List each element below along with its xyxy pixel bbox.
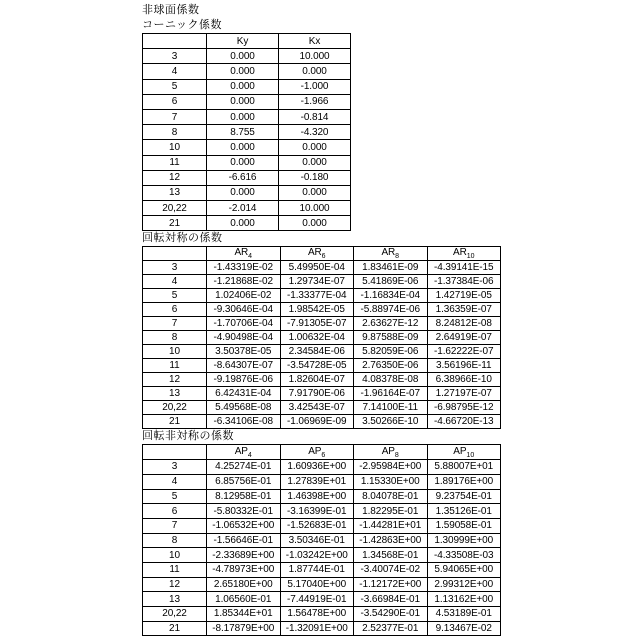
table-row — [143, 331, 501, 345]
row-label-cell: 10 — [143, 548, 207, 563]
row-label-cell: 4 — [143, 64, 207, 79]
value-cell: 1.98542E-05 — [280, 303, 354, 317]
value-cell: 0.000 — [207, 64, 279, 79]
column-header-subscript: 8 — [395, 253, 400, 261]
value-cell: 2.52377E-01 — [354, 621, 428, 636]
value-cell: -1.06532E+00 — [207, 518, 281, 533]
value-cell: 8.04078E-01 — [354, 489, 428, 504]
table-row — [143, 415, 501, 429]
row-label-cell: 3 — [143, 460, 207, 475]
column-header-cell — [280, 247, 354, 261]
column-header-subscript: 4 — [247, 451, 252, 459]
value-cell: 1.13162E+00 — [427, 592, 501, 607]
value-cell: 3.50378E-05 — [207, 345, 281, 359]
column-header-cell — [279, 34, 351, 49]
row-label-cell: 6 — [143, 94, 207, 109]
column-header-label: AR — [381, 247, 396, 259]
column-header-subscript: 10 — [466, 451, 475, 459]
column-header-cell — [427, 247, 501, 261]
column-header-subscript: 6 — [321, 451, 326, 459]
value-cell: -0.814 — [279, 109, 351, 124]
column-header-cell — [143, 34, 207, 49]
row-label-cell: 21 — [143, 621, 207, 636]
value-cell: 1.06560E-01 — [207, 592, 281, 607]
value-cell: -7.44919E-01 — [280, 592, 354, 607]
table-row — [143, 460, 501, 475]
table-row — [143, 577, 501, 592]
value-cell: 2.65180E+00 — [207, 577, 281, 592]
value-cell: -3.40074E-02 — [354, 562, 428, 577]
column-header-label: AP — [453, 445, 467, 457]
value-cell: -1.03242E+00 — [280, 548, 354, 563]
column-header-label: AP — [234, 445, 248, 457]
value-cell: 0.000 — [279, 185, 351, 200]
value-cell: 0.000 — [279, 216, 351, 231]
value-cell: 9.13467E-02 — [427, 621, 501, 636]
value-cell: -1.96164E-07 — [354, 387, 428, 401]
value-cell: -0.180 — [279, 170, 351, 185]
row-label-cell: 21 — [143, 216, 207, 231]
value-cell: 1.34568E-01 — [354, 548, 428, 563]
header-row — [143, 34, 351, 49]
value-cell: 1.56478E+00 — [280, 607, 354, 622]
column-header-cell — [207, 247, 281, 261]
row-label-cell: 7 — [143, 109, 207, 124]
value-cell: -5.88974E-06 — [354, 303, 428, 317]
value-cell: 1.27197E-07 — [427, 387, 501, 401]
table-row — [143, 387, 501, 401]
row-label-cell: 13 — [143, 387, 207, 401]
value-cell: -9.30646E-04 — [207, 303, 281, 317]
table-row — [143, 474, 501, 489]
conic-coefficients-table — [142, 33, 351, 231]
value-cell: 1.60936E+00 — [280, 460, 354, 475]
row-label-cell: 4 — [143, 275, 207, 289]
table-row — [143, 216, 351, 231]
row-label-cell: 11 — [143, 562, 207, 577]
value-cell: 7.91790E-06 — [280, 387, 354, 401]
value-cell: 5.82059E-06 — [354, 345, 428, 359]
value-cell: 4.53189E-01 — [427, 607, 501, 622]
row-label-cell: 3 — [143, 261, 207, 275]
column-header-cell — [280, 445, 354, 460]
column-header-subscript: 8 — [394, 451, 399, 459]
value-cell: 10.000 — [279, 49, 351, 64]
value-cell: -1.16834E-04 — [354, 289, 428, 303]
table-row — [143, 373, 501, 387]
row-label-cell: 12 — [143, 373, 207, 387]
value-cell: 0.000 — [207, 185, 279, 200]
table-row — [143, 518, 501, 533]
value-cell: 1.29734E-07 — [280, 275, 354, 289]
column-header-cell — [427, 445, 501, 460]
value-cell: 1.46398E+00 — [280, 489, 354, 504]
value-cell: 8.12958E-01 — [207, 489, 281, 504]
row-label-cell: 4 — [143, 474, 207, 489]
table-row — [143, 489, 501, 504]
value-cell: -1.37384E-06 — [427, 275, 501, 289]
value-cell: -1.44281E+01 — [354, 518, 428, 533]
value-cell: -2.014 — [207, 201, 279, 216]
value-cell: 3.50346E-01 — [280, 533, 354, 548]
value-cell: 1.27839E+01 — [280, 474, 354, 489]
row-label-cell: 6 — [143, 504, 207, 519]
table-row — [143, 621, 501, 636]
value-cell: -1.32091E+00 — [280, 621, 354, 636]
value-cell: -4.90498E-04 — [207, 331, 281, 345]
column-header-cell — [207, 34, 279, 49]
row-label-cell: 7 — [143, 518, 207, 533]
value-cell: 1.42719E-05 — [427, 289, 501, 303]
table-row — [143, 140, 351, 155]
value-cell: 1.83461E-09 — [354, 261, 428, 275]
row-label-cell: 8 — [143, 533, 207, 548]
table-row — [143, 49, 351, 64]
column-header-label: AP — [381, 445, 395, 457]
column-header-cell — [207, 445, 281, 460]
table-row — [143, 109, 351, 124]
conic-table-title: コーニック係数 — [142, 19, 223, 31]
row-label-cell: 8 — [143, 125, 207, 140]
value-cell: -3.54290E-01 — [354, 607, 428, 622]
value-cell: -1.966 — [279, 94, 351, 109]
value-cell: -2.33689E+00 — [207, 548, 281, 563]
row-label-cell: 11 — [143, 359, 207, 373]
column-header-cell — [354, 445, 428, 460]
table-row — [143, 261, 501, 275]
value-cell: 0.000 — [207, 79, 279, 94]
value-cell: 1.02406E-02 — [207, 289, 281, 303]
value-cell: -4.66720E-13 — [427, 415, 501, 429]
rot-asymmetric-coefficients-table — [142, 444, 501, 636]
value-cell: -6.34106E-08 — [207, 415, 281, 429]
table-row — [143, 548, 501, 563]
value-cell: -8.17879E+00 — [207, 621, 281, 636]
header-row — [143, 247, 501, 261]
value-cell: 5.49568E-08 — [207, 401, 281, 415]
column-header-label: AR — [234, 247, 249, 259]
value-cell: 1.82295E-01 — [354, 504, 428, 519]
column-header-label: AR — [307, 247, 322, 259]
table-row — [143, 533, 501, 548]
row-label-cell: 13 — [143, 592, 207, 607]
table-row — [143, 289, 501, 303]
value-cell: -6.616 — [207, 170, 279, 185]
row-label-cell: 13 — [143, 185, 207, 200]
value-cell: 4.25274E-01 — [207, 460, 281, 475]
table-row — [143, 201, 351, 216]
value-cell: 5.41869E-06 — [354, 275, 428, 289]
table-row — [143, 504, 501, 519]
row-label-cell: 21 — [143, 415, 207, 429]
row-label-cell: 5 — [143, 489, 207, 504]
row-label-cell: 5 — [143, 289, 207, 303]
header-row — [143, 445, 501, 460]
value-cell: 7.14100E-11 — [354, 401, 428, 415]
value-cell: -1.000 — [279, 79, 351, 94]
row-label-cell: 20,22 — [143, 401, 207, 415]
content-area — [142, 3, 501, 636]
table-row — [143, 303, 501, 317]
value-cell: 10.000 — [279, 201, 351, 216]
value-cell: 1.36359E-07 — [427, 303, 501, 317]
value-cell: -6.98795E-12 — [427, 401, 501, 415]
value-cell: 3.56196E-11 — [427, 359, 501, 373]
row-label-cell: 12 — [143, 577, 207, 592]
value-cell: -7.91305E-07 — [280, 317, 354, 331]
value-cell: 5.88007E+01 — [427, 460, 501, 475]
conic-table-body — [143, 34, 351, 231]
row-label-cell: 5 — [143, 79, 207, 94]
value-cell: -9.19876E-06 — [207, 373, 281, 387]
row-label-cell: 20,22 — [143, 201, 207, 216]
value-cell: -3.66984E-01 — [354, 592, 428, 607]
value-cell: -1.62222E-07 — [427, 345, 501, 359]
table-row — [143, 359, 501, 373]
value-cell: 0.000 — [279, 155, 351, 170]
column-header-cell — [143, 247, 207, 261]
table-row — [143, 317, 501, 331]
value-cell: 6.38966E-10 — [427, 373, 501, 387]
value-cell: 8.755 — [207, 125, 279, 140]
value-cell: 1.15330E+00 — [354, 474, 428, 489]
value-cell: 1.82604E-07 — [280, 373, 354, 387]
page-title: 非球面係数 — [142, 4, 200, 16]
row-label-cell: 3 — [143, 49, 207, 64]
value-cell: -2.95984E+00 — [354, 460, 428, 475]
column-header-subscript: 6 — [321, 253, 326, 261]
row-label-cell: 20,22 — [143, 607, 207, 622]
value-cell: 2.63627E-12 — [354, 317, 428, 331]
column-header-subscript: 4 — [248, 253, 253, 261]
table-row — [143, 607, 501, 622]
row-label-cell: 7 — [143, 317, 207, 331]
row-label-cell: 10 — [143, 140, 207, 155]
value-cell: 0.000 — [207, 109, 279, 124]
row-label-cell: 12 — [143, 170, 207, 185]
value-cell: 1.59058E-01 — [427, 518, 501, 533]
value-cell: 9.23754E-01 — [427, 489, 501, 504]
table-row — [143, 345, 501, 359]
value-cell: -1.21868E-02 — [207, 275, 281, 289]
table-row — [143, 275, 501, 289]
value-cell: -1.42863E+00 — [354, 533, 428, 548]
table-row — [143, 185, 351, 200]
rot-symmetric-table-title: 回転対称の係数 — [142, 232, 223, 245]
table-row — [143, 592, 501, 607]
value-cell: 6.85756E-01 — [207, 474, 281, 489]
value-cell: 5.17040E+00 — [280, 577, 354, 592]
value-cell: -4.39141E-15 — [427, 261, 501, 275]
value-cell: -1.33377E-04 — [280, 289, 354, 303]
value-cell: -1.06969E-09 — [280, 415, 354, 429]
value-cell: 0.000 — [279, 140, 351, 155]
value-cell: 2.99312E+00 — [427, 577, 501, 592]
value-cell: 1.30999E+00 — [427, 533, 501, 548]
row-label-cell: 8 — [143, 331, 207, 345]
table-row — [143, 94, 351, 109]
value-cell: 6.42431E-04 — [207, 387, 281, 401]
value-cell: 1.35126E-01 — [427, 504, 501, 519]
value-cell: 2.64919E-07 — [427, 331, 501, 345]
value-cell: -5.80332E-01 — [207, 504, 281, 519]
row-label-cell: 10 — [143, 345, 207, 359]
column-header-label: AR — [453, 247, 467, 259]
value-cell: 4.08378E-08 — [354, 373, 428, 387]
value-cell: 5.94065E+00 — [427, 562, 501, 577]
value-cell: -1.12172E+00 — [354, 577, 428, 592]
value-cell: 0.000 — [279, 64, 351, 79]
value-cell: 2.76350E-06 — [354, 359, 428, 373]
value-cell: -1.52683E-01 — [280, 518, 354, 533]
table-row — [143, 64, 351, 79]
column-header-cell — [354, 247, 428, 261]
value-cell: -8.64307E-07 — [207, 359, 281, 373]
value-cell: 3.50266E-10 — [354, 415, 428, 429]
value-cell: 2.34584E-06 — [280, 345, 354, 359]
value-cell: 1.85344E+01 — [207, 607, 281, 622]
value-cell: -4.78973E+00 — [207, 562, 281, 577]
value-cell: -1.43319E-02 — [207, 261, 281, 275]
value-cell: 1.00632E-04 — [280, 331, 354, 345]
row-label-cell: 6 — [143, 303, 207, 317]
value-cell: -3.54728E-05 — [280, 359, 354, 373]
value-cell: -4.33508E-03 — [427, 548, 501, 563]
table-row — [143, 170, 351, 185]
value-cell: 8.24812E-08 — [427, 317, 501, 331]
value-cell: -4.320 — [279, 125, 351, 140]
column-header-subscript: 10 — [466, 253, 475, 261]
row-label-cell: 11 — [143, 155, 207, 170]
table-row — [143, 125, 351, 140]
value-cell: 3.42543E-07 — [280, 401, 354, 415]
value-cell: 1.87744E-01 — [280, 562, 354, 577]
value-cell: 0.000 — [207, 49, 279, 64]
value-cell: 0.000 — [207, 94, 279, 109]
value-cell: -1.56646E-01 — [207, 533, 281, 548]
rot-symmetric-table-body — [143, 247, 501, 429]
table-row — [143, 79, 351, 94]
value-cell: 9.87588E-09 — [354, 331, 428, 345]
rot-symmetric-coefficients-table — [142, 246, 501, 429]
value-cell: -3.16399E-01 — [280, 504, 354, 519]
value-cell: 1.89176E+00 — [427, 474, 501, 489]
value-cell: 0.000 — [207, 155, 279, 170]
table-row — [143, 155, 351, 170]
column-header-label: Ky — [236, 35, 249, 47]
value-cell: 0.000 — [207, 140, 279, 155]
column-header-label: AP — [308, 445, 322, 457]
column-header-label: Kx — [308, 35, 321, 47]
rot-asymmetric-table-body — [143, 445, 501, 636]
table-row — [143, 562, 501, 577]
value-cell: -1.70706E-04 — [207, 317, 281, 331]
value-cell: 0.000 — [207, 216, 279, 231]
rot-asymmetric-table-title: 回転非対称の係数 — [142, 430, 234, 443]
column-header-cell — [143, 445, 207, 460]
table-row — [143, 401, 501, 415]
value-cell: 5.49950E-04 — [280, 261, 354, 275]
